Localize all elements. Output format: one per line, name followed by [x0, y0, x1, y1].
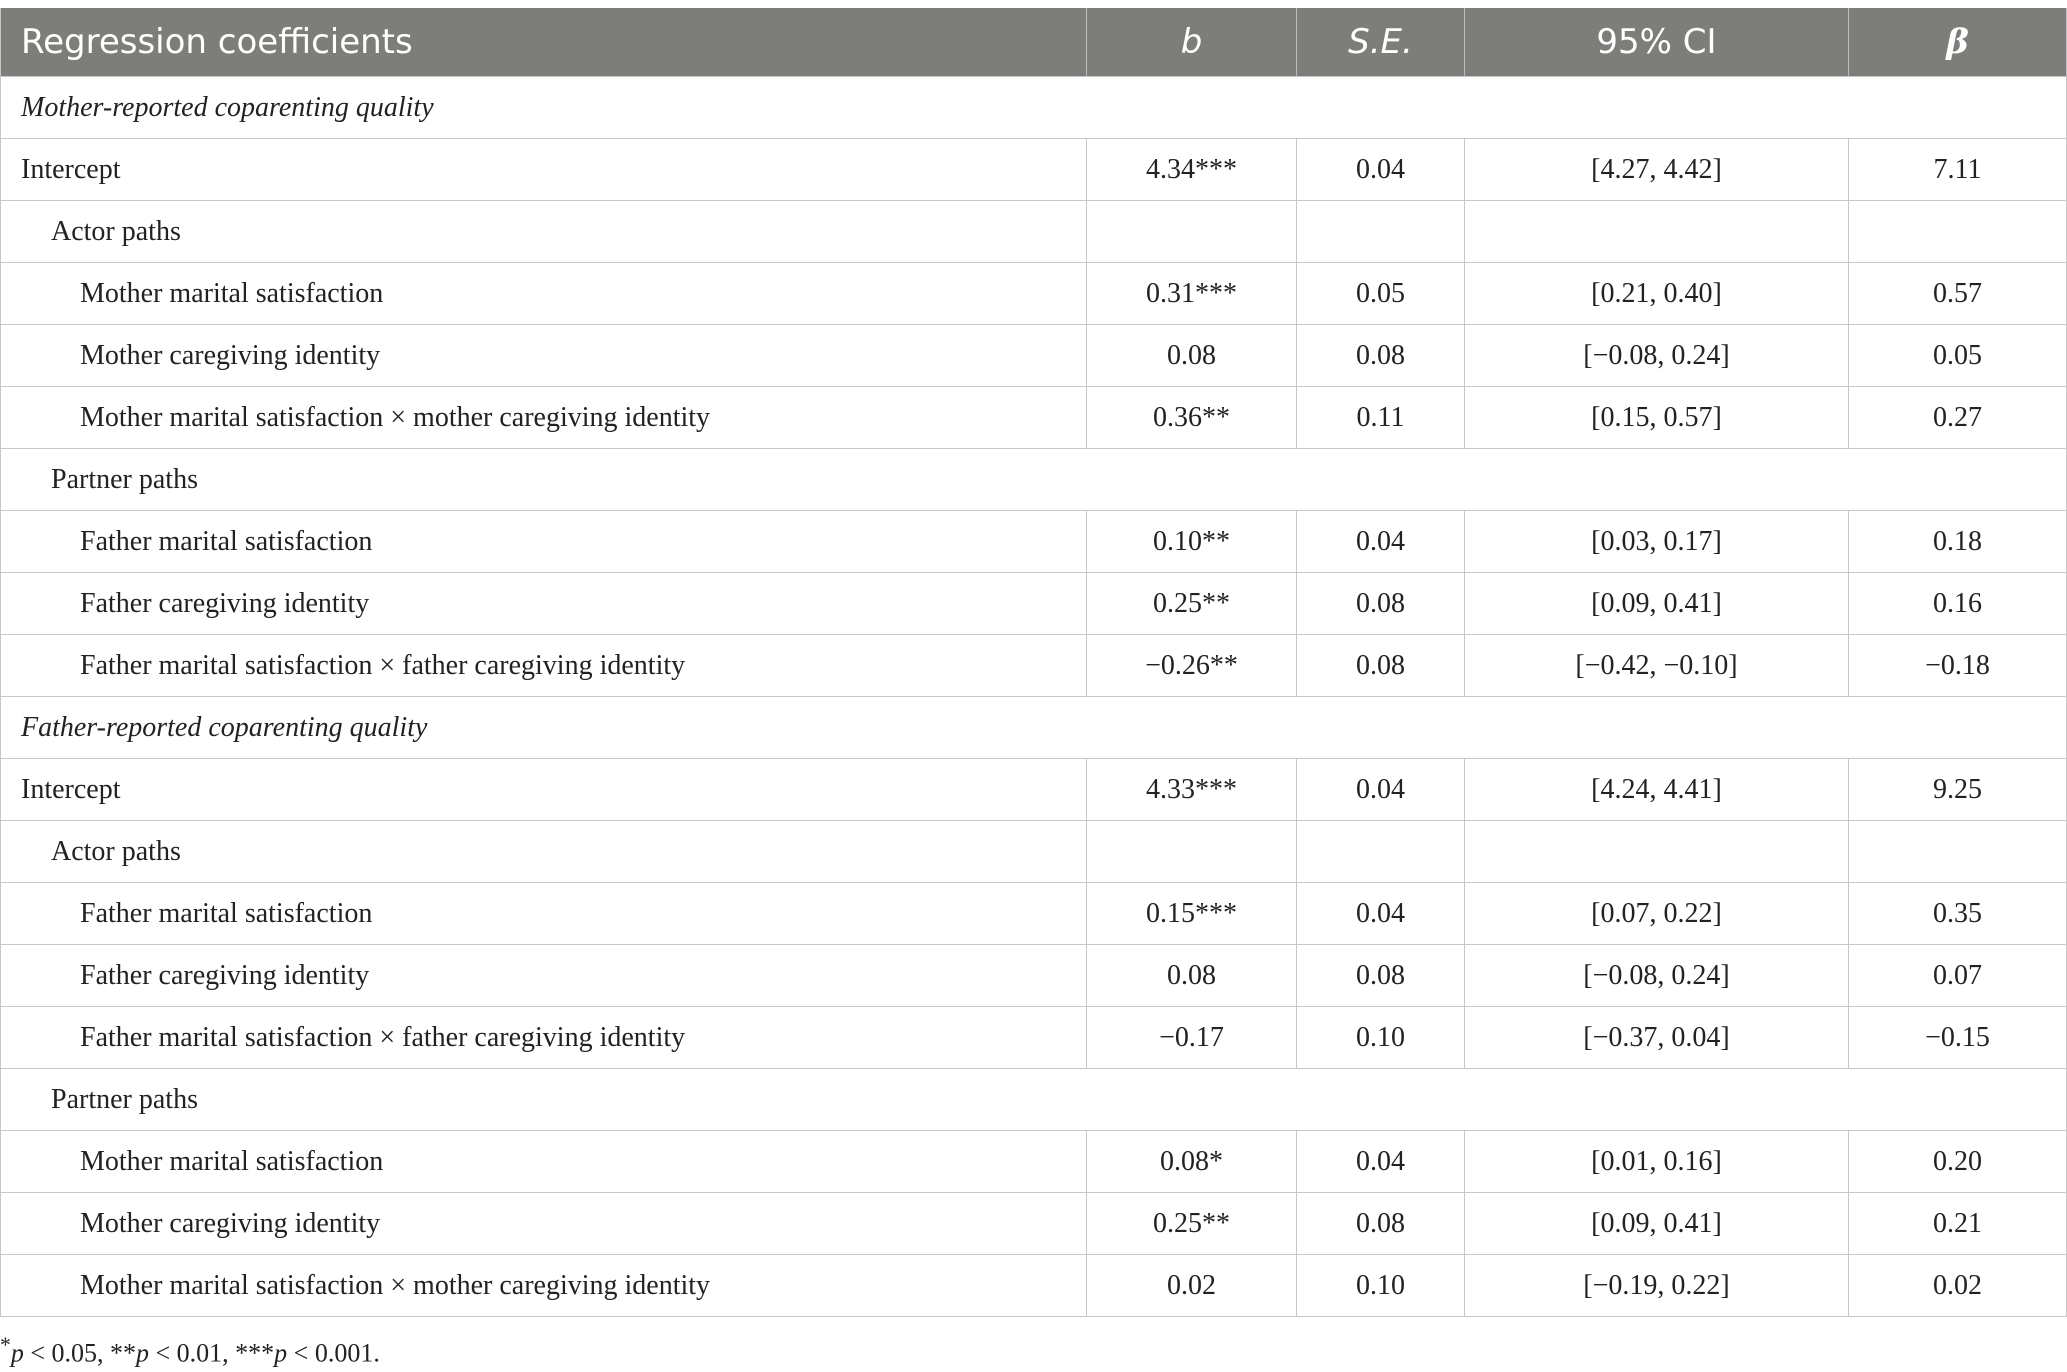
group-label: Partner paths [1, 1069, 2067, 1131]
intercept-row [1, 139, 2067, 201]
cell-b: 0.25** [1087, 1193, 1297, 1255]
table-row [1, 883, 2067, 945]
table-row [1, 1007, 2067, 1069]
group-label: Actor paths [1, 821, 1087, 883]
cell-b: 0.15*** [1087, 883, 1297, 945]
cell-beta: 0.27 [1849, 387, 2067, 449]
cell-se: 0.08 [1297, 1193, 1465, 1255]
table-row [1, 511, 2067, 573]
table-row [1, 1131, 2067, 1193]
cell-beta: −0.18 [1849, 635, 2067, 697]
table-row [1, 387, 2067, 449]
intercept-row [1, 759, 2067, 821]
table-row [1, 573, 2067, 635]
cell-ci: [0.21, 0.40] [1465, 263, 1849, 325]
row-label: Father caregiving identity [1, 945, 1087, 1007]
header-beta: β [1849, 8, 2067, 77]
empty-cell [1087, 201, 1297, 263]
cell-ci: [0.15, 0.57] [1465, 387, 1849, 449]
cell-se: 0.08 [1297, 325, 1465, 387]
row-label: Father marital satisfaction [1, 511, 1087, 573]
group-header-row [1, 201, 2067, 263]
footnote-text: < 0.001. [287, 1338, 380, 1368]
cell-beta: 0.57 [1849, 263, 2067, 325]
row-label: Intercept [1, 759, 1087, 821]
section-header-row [1, 77, 2067, 139]
header-ci: 95% CI [1465, 8, 1849, 77]
group-header-row [1, 1069, 2067, 1131]
section-header-row [1, 697, 2067, 759]
table-row [1, 945, 2067, 1007]
cell-beta: 9.25 [1849, 759, 2067, 821]
cell-se: 0.04 [1297, 139, 1465, 201]
empty-cell [1297, 201, 1465, 263]
row-label: Mother marital satisfaction [1, 1131, 1087, 1193]
empty-cell [1849, 821, 2067, 883]
cell-ci: [4.27, 4.42] [1465, 139, 1849, 201]
cell-b: 4.34*** [1087, 139, 1297, 201]
cell-beta: 0.16 [1849, 573, 2067, 635]
table-row [1, 1255, 2067, 1317]
row-label: Father marital satisfaction × father caregiving identity [1, 1007, 1087, 1069]
table-body [1, 77, 2067, 1317]
cell-b: 0.02 [1087, 1255, 1297, 1317]
cell-beta: 0.07 [1849, 945, 2067, 1007]
cell-b: 0.10** [1087, 511, 1297, 573]
section-title: Father-reported coparenting quality [1, 697, 2067, 759]
cell-se: 0.10 [1297, 1255, 1465, 1317]
table-header [1, 8, 2067, 77]
cell-ci: [0.09, 0.41] [1465, 1193, 1849, 1255]
cell-se: 0.08 [1297, 635, 1465, 697]
cell-ci: [−0.19, 0.22] [1465, 1255, 1849, 1317]
cell-ci: [0.07, 0.22] [1465, 883, 1849, 945]
row-label: Mother caregiving identity [1, 1193, 1087, 1255]
cell-ci: [−0.37, 0.04] [1465, 1007, 1849, 1069]
empty-cell [1087, 821, 1297, 883]
footnote-text: < 0.05, ** [23, 1338, 136, 1368]
cell-b: 0.08 [1087, 945, 1297, 1007]
regression-table [0, 8, 2067, 1317]
cell-b: 0.31*** [1087, 263, 1297, 325]
row-label: Father marital satisfaction × father caregiving identity [1, 635, 1087, 697]
footnote-p: p [10, 1338, 24, 1368]
cell-b: 0.25** [1087, 573, 1297, 635]
header-se: S.E. [1297, 8, 1465, 77]
cell-se: 0.04 [1297, 1131, 1465, 1193]
cell-beta: 0.21 [1849, 1193, 2067, 1255]
cell-beta: −0.15 [1849, 1007, 2067, 1069]
group-header-row [1, 449, 2067, 511]
header-regression-coefficients: Regression coefficients [1, 8, 1087, 77]
cell-beta: 0.35 [1849, 883, 2067, 945]
footnote-star: * [0, 1333, 11, 1357]
cell-beta: 0.02 [1849, 1255, 2067, 1317]
cell-beta: 7.11 [1849, 139, 2067, 201]
table-row [1, 325, 2067, 387]
table-row [1, 635, 2067, 697]
cell-se: 0.11 [1297, 387, 1465, 449]
footnote-text: < 0.01, *** [149, 1338, 275, 1368]
group-header-row [1, 821, 2067, 883]
cell-b: 0.36** [1087, 387, 1297, 449]
cell-beta: 0.05 [1849, 325, 2067, 387]
cell-ci: [−0.08, 0.24] [1465, 945, 1849, 1007]
cell-beta: 0.18 [1849, 511, 2067, 573]
table-row [1, 1193, 2067, 1255]
cell-se: 0.05 [1297, 263, 1465, 325]
header-b: b [1087, 8, 1297, 77]
header-row [1, 8, 2067, 77]
cell-ci: [4.24, 4.41] [1465, 759, 1849, 821]
cell-b: 0.08 [1087, 325, 1297, 387]
cell-b: −0.26** [1087, 635, 1297, 697]
cell-se: 0.08 [1297, 945, 1465, 1007]
cell-b: 0.08* [1087, 1131, 1297, 1193]
cell-ci: [0.09, 0.41] [1465, 573, 1849, 635]
cell-se: 0.08 [1297, 573, 1465, 635]
regression-table-container [0, 8, 2066, 1317]
group-label: Partner paths [1, 449, 2067, 511]
cell-se: 0.04 [1297, 759, 1465, 821]
footnote-p: p [274, 1338, 288, 1368]
cell-ci: [0.03, 0.17] [1465, 511, 1849, 573]
table-footnote [0, 1333, 380, 1369]
empty-cell [1465, 821, 1849, 883]
cell-ci: [−0.42, −0.10] [1465, 635, 1849, 697]
cell-se: 0.10 [1297, 1007, 1465, 1069]
row-label: Intercept [1, 139, 1087, 201]
empty-cell [1465, 201, 1849, 263]
cell-ci: [0.01, 0.16] [1465, 1131, 1849, 1193]
row-label: Mother marital satisfaction × mother caregiving identity [1, 387, 1087, 449]
table-row [1, 263, 2067, 325]
row-label: Mother caregiving identity [1, 325, 1087, 387]
footnote-p: p [136, 1338, 149, 1368]
cell-beta: 0.20 [1849, 1131, 2067, 1193]
row-label: Father marital satisfaction [1, 883, 1087, 945]
empty-cell [1297, 821, 1465, 883]
row-label: Mother marital satisfaction [1, 263, 1087, 325]
cell-se: 0.04 [1297, 883, 1465, 945]
row-label: Mother marital satisfaction × mother caregiving identity [1, 1255, 1087, 1317]
cell-ci: [−0.08, 0.24] [1465, 325, 1849, 387]
cell-se: 0.04 [1297, 511, 1465, 573]
empty-cell [1849, 201, 2067, 263]
cell-b: 4.33*** [1087, 759, 1297, 821]
section-title: Mother-reported coparenting quality [1, 77, 2067, 139]
group-label: Actor paths [1, 201, 1087, 263]
cell-b: −0.17 [1087, 1007, 1297, 1069]
row-label: Father caregiving identity [1, 573, 1087, 635]
